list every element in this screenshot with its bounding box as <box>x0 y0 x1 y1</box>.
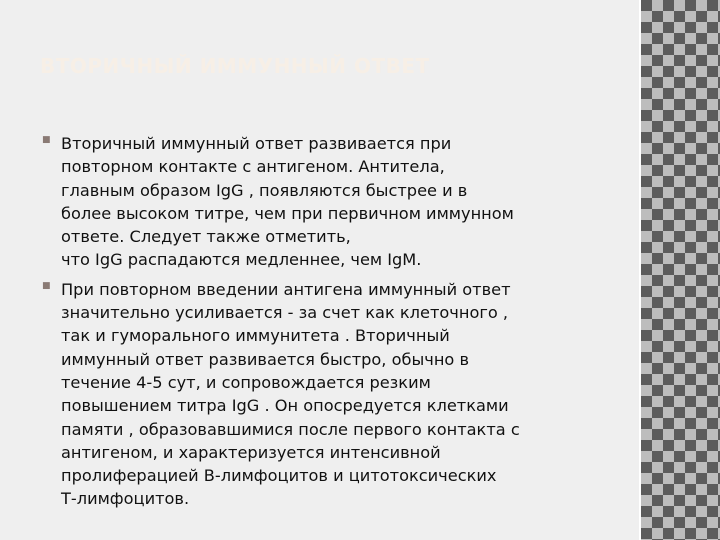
slide-title: ВТОРИЧНЫЙ ИММУННЫЙ ОТВЕТ <box>40 54 430 78</box>
bullet-item <box>40 278 620 511</box>
bullet-line: течение 4-5 сут, и сопровождается резким <box>61 372 431 392</box>
bullet-line: что IgG распадаются медленнее, чем IgM. <box>61 250 422 270</box>
bullet-line: иммунный ответ развивается быстро, обычно в <box>61 349 470 369</box>
bullet-line: антигеном, и характеризуется интенсивной <box>61 442 441 462</box>
decorative-pattern-strip <box>641 0 720 540</box>
bullet-line: пролиферацией В-лимфоцитов и цитотоксических <box>61 466 497 486</box>
bullet-list <box>40 132 620 517</box>
bullet-line: повышением титра IgG . Он опосредуется клетками <box>61 396 509 416</box>
bullet-line: повторном контакте с антигеном. Антитела, <box>61 157 445 177</box>
bullet-item <box>40 132 620 272</box>
bullet-line: Вторичный иммунный ответ развивается при <box>61 134 452 153</box>
bullet-line: памяти , образовавшимися после первого контакта с <box>61 419 520 439</box>
bullet-icon: ■ <box>42 135 51 145</box>
bullet-line: более высоком титре, чем при первичном иммунном <box>61 203 514 223</box>
bullet-line: ответе. Следует также отметить, <box>61 227 351 247</box>
bullet-line: главным образом IgG , появляются быстрее и в <box>61 180 468 200</box>
bullet-line: При повторном введении антигена иммунный ответ <box>61 279 511 299</box>
bullet-line: так и гуморального иммунитета . Вторичный <box>61 326 450 346</box>
bullet-line: значительно усиливается - за счет как клеточного , <box>61 303 509 323</box>
bullet-line: Т-лимфоцитов. <box>61 489 190 509</box>
bullet-icon: ■ <box>42 280 51 291</box>
